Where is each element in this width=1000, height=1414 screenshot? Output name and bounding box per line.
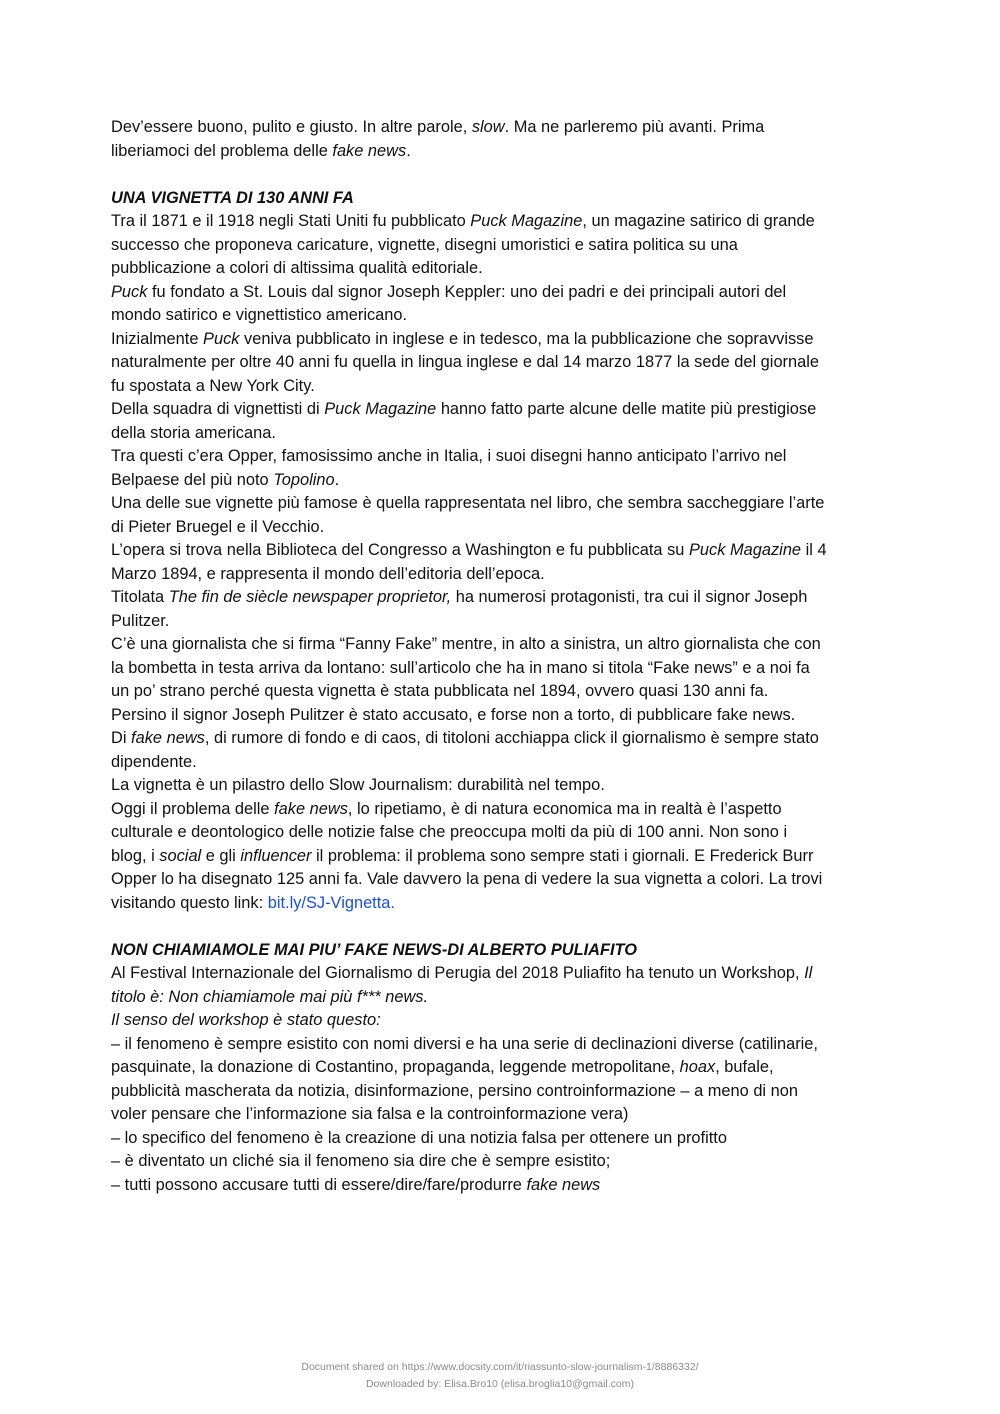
text: e gli xyxy=(201,846,241,865)
text: Della squadra di vignettisti di xyxy=(111,400,325,418)
body-line xyxy=(111,586,901,610)
body-line: fu spostata a New York City. xyxy=(111,376,315,395)
italic-text: Il senso del workshop è stato questo: xyxy=(111,1011,381,1029)
text: visitando questo link: xyxy=(111,893,268,912)
body-line xyxy=(111,986,901,1010)
italic-text: social xyxy=(159,846,202,865)
body-line xyxy=(111,539,901,563)
body-line xyxy=(111,892,901,916)
spacer xyxy=(111,915,901,939)
text: hanno fatto parte alcune delle matite più prestigiose xyxy=(436,400,817,418)
italic-text: influencer xyxy=(240,846,312,865)
body-line xyxy=(111,962,901,986)
body-line: Persino il signor Joseph Pulitzer è stato accusato, e forse non a torto, di pubblicare fake news. xyxy=(111,705,796,724)
italic-text: fake news xyxy=(131,729,205,747)
list-item: voler pensare che l’informazione sia falsa e la controinformazione vera) xyxy=(111,1105,629,1123)
italic-text: fake news xyxy=(332,141,407,160)
text: Al Festival Internazionale del Giornalismo di Perugia del 2018 Puliafito ha tenuto un Workshop, xyxy=(111,964,805,982)
body-line: mondo satirico e vignettistico americano. xyxy=(111,306,408,324)
text: , di rumore di fondo e di caos, di titoloni acchiappa click il giornalismo è sempre stato xyxy=(204,729,819,747)
section-heading-vignetta: UNA VIGNETTA DI 130 ANNI FA xyxy=(111,188,354,207)
italic-text: Puck Magazine xyxy=(324,400,437,418)
body-line: La vignetta è un pilastro dello Slow Journalism: durabilità nel tempo. xyxy=(111,776,605,794)
italic-text: Puck Magazine xyxy=(470,212,583,230)
list-item: – è diventato un cliché sia il fenomeno sia dire che è sempre esistito; xyxy=(111,1152,611,1170)
text: . xyxy=(406,141,411,160)
text: pasquinate, la donazione di Costantino, propaganda, leggende metropolitane, xyxy=(111,1058,680,1076)
text: il problema: il problema sono sempre stati i giornali. E Frederick Burr xyxy=(311,846,814,865)
text: , lo ripetiamo, è di natura economica ma in realtà è l’aspetto xyxy=(347,799,782,818)
text: il 4 xyxy=(801,541,827,559)
text: . Ma ne parleremo più avanti. Prima xyxy=(504,118,765,136)
text: Di xyxy=(111,729,132,747)
body-line xyxy=(111,845,901,869)
text: , bufale, xyxy=(715,1058,774,1076)
italic-text: Puck xyxy=(203,329,240,348)
text: Titolata xyxy=(111,588,169,606)
body-line: successo che proponeva caricature, vignette, disegni umoristici e satira politica su una xyxy=(111,235,738,254)
body-line: Una delle sue vignette più famose è quella rappresentata nel libro, che sembra saccheggiare l’arte xyxy=(111,494,825,512)
text: . xyxy=(334,470,340,489)
body-line xyxy=(111,727,901,751)
text: liberiamoci del problema delle xyxy=(111,141,333,160)
italic-text: fake news xyxy=(526,1175,601,1194)
body-line: la bombetta in testa arriva da lontano: sull’articolo che ha in mano si titola “Fake news” e a noi fa xyxy=(111,658,810,677)
body-line: Pulitzer. xyxy=(111,611,170,630)
list-item: – lo specifico del fenomeno è la creazione di una notizia falsa per ottenere un profitto xyxy=(111,1128,727,1147)
text: Oggi il problema delle xyxy=(111,799,275,818)
list-item: pubblicità mascherata da notizia, disinformazione, persino controinformazione – a meno di non xyxy=(111,1081,798,1100)
text: fu fondato a St. Louis dal signor Joseph Keppler: uno dei padri e dei principali autori del xyxy=(147,282,787,301)
text: ha numerosi protagonisti, tra cui il signor Joseph xyxy=(451,588,808,606)
body-line xyxy=(111,469,901,493)
intro-line xyxy=(111,116,901,140)
section-heading-puliafito: NON CHIAMIAMOLE MAI PIU’ FAKE NEWS-DI ALBERTO PULIAFITO xyxy=(111,940,638,959)
body-line xyxy=(111,798,901,822)
text: , un magazine satirico di grande xyxy=(582,212,815,230)
body-line xyxy=(111,398,901,422)
italic-text: titolo è: Non chiamiamole mai più f*** news. xyxy=(111,987,429,1006)
text: Belpaese del più noto xyxy=(111,470,274,489)
body-line: dipendente. xyxy=(111,752,197,771)
body-line: Opper lo ha disegnato 125 anni fa. Vale davvero la pena di vedere la sua vignetta a colori. La trovi xyxy=(111,870,823,888)
text: L’opera si trova nella Biblioteca del Congresso a Washington e fu pubblicata su xyxy=(111,541,689,559)
italic-text: Puck Magazine xyxy=(688,541,802,559)
spacer xyxy=(111,163,901,187)
body-line: pubblicazione a colori di altissima qualità editoriale. xyxy=(111,259,483,277)
text: Tra il 1871 e il 1918 negli Stati Uniti fu pubblicato xyxy=(111,212,471,230)
document-body xyxy=(111,116,901,1197)
body-line: Marzo 1894, e rappresenta il mondo dell’editoria dell’epoca. xyxy=(111,564,545,583)
list-item: – il fenomeno è sempre esistito con nomi diversi e ha una serie di declinazioni diverse (catilinarie, xyxy=(111,1034,818,1053)
body-line: Tra questi c’era Opper, famosissimo anche in Italia, i suoi disegni hanno anticipato l’arrivo nel xyxy=(111,447,787,465)
text: veniva pubblicato in inglese e in tedesco, ma la pubblicazione che sopravvisse xyxy=(239,329,814,348)
body-line: della storia americana. xyxy=(111,423,276,442)
footer-downloaded: Downloaded by: Elisa.Bro10 (elisa.broglia10@gmail.com) xyxy=(365,1378,635,1390)
intro-line xyxy=(111,140,901,164)
italic-text: Topolino xyxy=(273,470,335,489)
italic-text: The fin de siècle newspaper proprietor, xyxy=(168,588,452,606)
body-line: un po’ strano perché questa vignetta è stata pubblicata nel 1894, ovvero quasi 130 anni fa. xyxy=(111,682,769,700)
list-item xyxy=(111,1056,901,1080)
body-line xyxy=(111,210,901,234)
body-line: C’è una giornalista che si firma “Fanny Fake” mentre, in alto a sinistra, un altro giornalista che con xyxy=(111,635,821,653)
italic-text: fake news xyxy=(274,799,348,818)
italic-text: Il xyxy=(804,964,813,982)
body-line xyxy=(111,328,901,352)
italic-text: slow xyxy=(471,118,505,136)
vignetta-link[interactable]: bit.ly/SJ-Vignetta. xyxy=(267,893,395,912)
footer-shared: Document shared on https://www.docsity.com/it/riassunto-slow-journalism-1/8886332/ xyxy=(301,1361,699,1373)
text: – tutti possono accusare tutti di essere/dire/fare/produrre xyxy=(111,1175,527,1194)
text: blog, i xyxy=(111,846,160,865)
body-line xyxy=(111,281,901,305)
body-line xyxy=(111,1009,901,1033)
list-item xyxy=(111,1174,901,1198)
text: Dev’essere buono, pulito e giusto. In altre parole, xyxy=(111,118,472,136)
italic-text: hoax xyxy=(679,1058,716,1076)
body-line: naturalmente per oltre 40 anni fu quella in lingua inglese e dal 14 marzo 1877 la sede del giornale xyxy=(111,353,820,371)
body-line: culturale e deontologico delle notizie false che preoccupa molti da più di 100 anni. Non sono i xyxy=(111,823,788,841)
italic-text: Puck xyxy=(111,282,148,301)
text: Inizialmente xyxy=(111,329,204,348)
body-line: di Pieter Bruegel e il Vecchio. xyxy=(111,517,325,536)
